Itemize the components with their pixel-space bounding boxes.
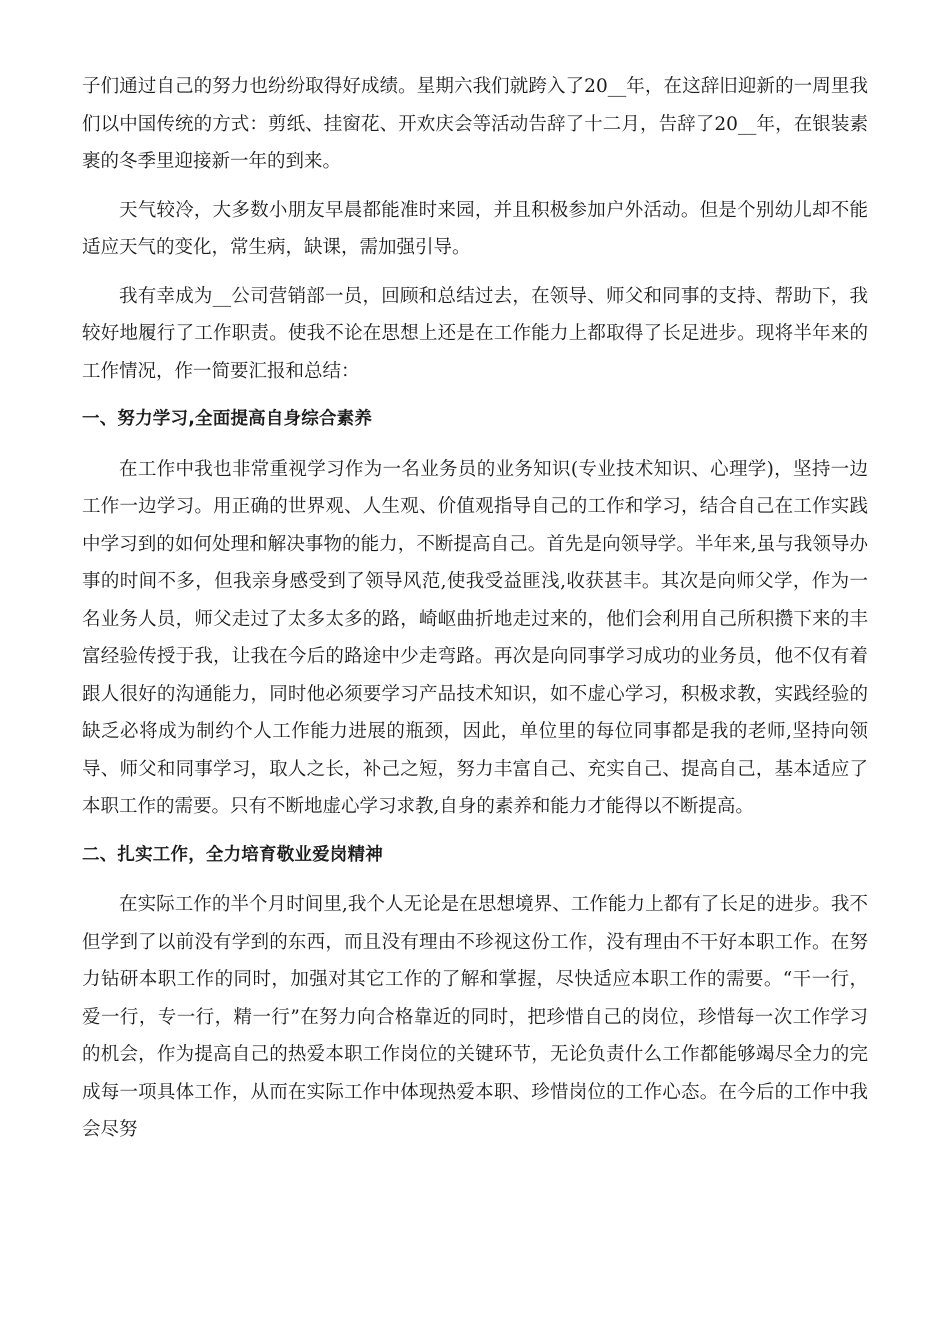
body-paragraph: 在工作中我也非常重视学习作为一名业务员的业务知识(专业技术知识、心理学)，坚持一边工作一边学习。用正确的世界观、人生观、价值观指导自己的工作和学习，结合自己在工作实践中学习到的如何处理和解决事物的能力，不断提高自己。首先是向领导学。半年来,虽与我领导办事的时间不多，但我亲身感受到了领导风范,使我受益匪浅,收获甚丰。其次是向师父学，作为一名业务人员，师父走过了太多太多的路，崎岖曲折地走过来的，他们会利用自己所积攒下来的丰富经验传授于我，让我在今后的路途中少走弯路。再次是向同事学习成功的业务员，他不仅有着跟人很好的沟通能力，同时他必须要学习产品技术知识，如不虚心学习，积极求教，实践经验的缺乏必将成为制约个人工作能力进展的瓶颈，因此，单位里的每位同事都是我的老师,坚持向领导、师父和同事学习，取人之长，补己之短，努力丰富自己、充实自己、提高自己，基本适应了本职工作的需要。只有不断地虚心学习求教,自身的素养和能力才能得以不断提高。 bbox=[82, 458, 868, 817]
document-page bbox=[82, 68, 868, 1160]
section-heading: 二、扎实工作，全力培育敬业爱岗精神 bbox=[82, 844, 383, 865]
body-paragraph: 我有幸成为__公司营销部一员，回顾和总结过去，在领导、师父和同事的支持、帮助下，我较好地履行了工作职责。使我不论在思想上还是在工作能力上都取得了长足进步。现将半年来的工作情况，作一简要汇报和总结： bbox=[82, 285, 868, 382]
section-heading: 一、努力学习,全面提高自身综合素养 bbox=[82, 409, 373, 429]
body-paragraph: 天气较冷，大多数小朋友早晨都能准时来园，并且积极参加户外活动。但是个别幼儿却不能适应天气的变化，常生病，缺课，需加强引导。 bbox=[82, 199, 868, 258]
body-paragraph: 子们通过自己的努力也纷纷取得好成绩。星期六我们就跨入了20__年，在这辞旧迎新的一周里我们以中国传统的方式：剪纸、挂窗花、开欢庆会等活动告辞了十二月，告辞了20__年，在银装素裹的冬季里迎接新一年的到来。 bbox=[82, 76, 868, 172]
body-paragraph: 在实际工作的半个月时间里,我个人无论是在思想境界、工作能力上都有了长足的进步。我不但学到了以前没有学到的东西，而且没有理由不珍视这份工作，没有理由不干好本职工作。在努力钻研本职工作的同时，加强对其它工作的了解和掌握，尽快适应本职工作的需要。“干一行，爱一行，专一行，精一行”在努力向合格靠近的同时，把珍惜自己的岗位，珍惜每一次工作学习的机会，作为提高自己的热爱本职工作岗位的关键环节，无论负责什么工作都能够竭尽全力的完成每一项具体工作，从而在实际工作中体现热爱本职、珍惜岗位的工作心态。在今后的工作中我会尽努 bbox=[82, 894, 868, 1140]
